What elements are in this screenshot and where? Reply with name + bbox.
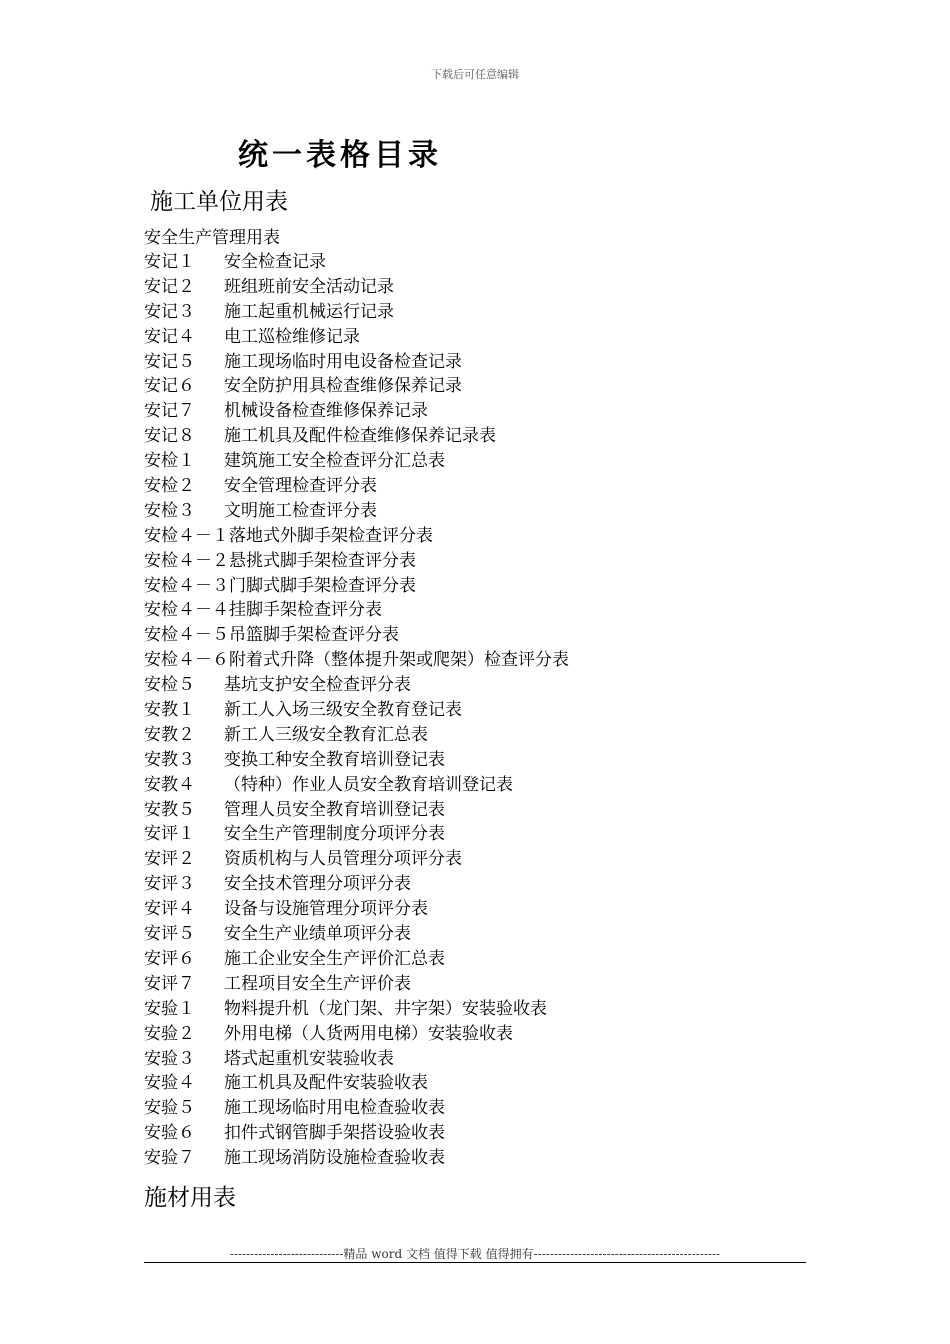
toc-item-code: 安记７ (144, 401, 195, 422)
toc-item (144, 1146, 569, 1171)
toc-item-name: 施工起重机械运行记录 (224, 301, 394, 322)
toc-item-name: 吊篮脚手架检查评分表 (229, 625, 399, 646)
toc-item-name: 电工巡检维修记录 (224, 326, 360, 347)
toc-item-code: 安教４ (144, 774, 195, 795)
toc-item-code: 安检４－６ (144, 650, 229, 671)
toc-item-code: 安检５ (144, 675, 195, 696)
toc-item (144, 648, 569, 673)
toc-item (144, 474, 569, 499)
toc-item-name: 落地式外脚手架检查评分表 (229, 525, 433, 546)
toc-item-name: 塔式起重机安装验收表 (224, 1048, 394, 1069)
toc-item (144, 698, 569, 723)
toc-item-name: 资质机构与人员管理分项评分表 (224, 849, 462, 870)
toc-list (144, 250, 569, 1171)
toc-item (144, 1022, 569, 1047)
toc-item-code: 安检４－１ (144, 525, 229, 546)
toc-item (144, 897, 569, 922)
toc-item-name: 附着式升降（整体提升架或爬架）检查评分表 (229, 650, 569, 671)
toc-item-code: 安记６ (144, 376, 195, 397)
toc-item-code: 安检４－３ (144, 575, 229, 596)
toc-item (144, 972, 569, 997)
toc-item-name: 基坑支护安全检查评分表 (224, 675, 411, 696)
footer-rule (144, 1262, 806, 1263)
toc-item-name: 门脚式脚手架检查评分表 (229, 575, 416, 596)
toc-item (144, 997, 569, 1022)
toc-item-name: 安全生产业绩单项评分表 (224, 924, 411, 945)
toc-item-code: 安验３ (144, 1048, 195, 1069)
footer-note: ----------------------------精品 word 文档 值得下载 值得拥有---------------------------------------------- (229, 1247, 721, 1261)
toc-item-name: 新工人入场三级安全教育登记表 (224, 700, 462, 721)
toc-item (144, 424, 569, 449)
toc-item (144, 623, 569, 648)
toc-item (144, 598, 569, 623)
toc-item (144, 374, 569, 399)
toc-item-code: 安验２ (144, 1023, 195, 1044)
toc-item-name: 施工机具及配件安装验收表 (224, 1073, 428, 1094)
toc-item-code: 安评１ (144, 824, 195, 845)
toc-item (144, 399, 569, 424)
toc-item-code: 安记３ (144, 301, 195, 322)
toc-item (144, 1096, 569, 1121)
toc-item (144, 1047, 569, 1072)
toc-item-code: 安记４ (144, 326, 195, 347)
toc-item (144, 872, 569, 897)
toc-item (144, 822, 569, 847)
toc-item-code: 安检４－５ (144, 625, 229, 646)
toc-item-name: 安全生产管理制度分项评分表 (224, 824, 445, 845)
toc-item (144, 499, 569, 524)
document-title: 统一表格目录 (238, 138, 442, 173)
toc-item (144, 947, 569, 972)
toc-item-code: 安教１ (144, 700, 195, 721)
group-title-safety-management: 安全生产管理用表 (144, 228, 280, 248)
toc-item-name: 物料提升机（龙门架、井字架）安装验收表 (224, 998, 547, 1019)
toc-item (144, 250, 569, 275)
toc-item (144, 723, 569, 748)
toc-item-name: 施工现场临时用电设备检查记录 (224, 351, 462, 372)
toc-item-code: 安评４ (144, 899, 195, 920)
toc-item (144, 922, 569, 947)
toc-item-name: 安全管理检查评分表 (224, 476, 377, 497)
toc-item-name: 外用电梯（人货两用电梯）安装验收表 (224, 1023, 513, 1044)
toc-item (144, 449, 569, 474)
toc-item-name: 施工机具及配件检查维修保养记录表 (224, 426, 496, 447)
toc-item-code: 安验７ (144, 1148, 195, 1169)
toc-item-name: 工程项目安全生产评价表 (224, 973, 411, 994)
toc-item-code: 安检２ (144, 476, 195, 497)
toc-item-code: 安验４ (144, 1073, 195, 1094)
toc-item-code: 安验５ (144, 1098, 195, 1119)
toc-item-name: 班组班前安全活动记录 (224, 276, 394, 297)
toc-item (144, 847, 569, 872)
header-note: 下载后可任意编辑 (431, 68, 519, 81)
toc-item (144, 275, 569, 300)
toc-item-code: 安检４－２ (144, 550, 229, 571)
toc-item-name: 安全防护用具检查维修保养记录 (224, 376, 462, 397)
section-title-materials: 施材用表 (144, 1185, 236, 1211)
toc-item-name: 变换工种安全教育培训登记表 (224, 749, 445, 770)
toc-item-code: 安评２ (144, 849, 195, 870)
toc-item (144, 673, 569, 698)
toc-item-name: 机械设备检查维修保养记录 (224, 401, 428, 422)
toc-item (144, 549, 569, 574)
toc-item-name: 设备与设施管理分项评分表 (224, 899, 428, 920)
toc-item-code: 安记５ (144, 351, 195, 372)
toc-item-code: 安检４－４ (144, 600, 229, 621)
toc-item-name: 建筑施工安全检查评分汇总表 (224, 451, 445, 472)
toc-item-name: 安全技术管理分项评分表 (224, 874, 411, 895)
toc-item (144, 773, 569, 798)
toc-item-code: 安评７ (144, 973, 195, 994)
toc-item (144, 325, 569, 350)
toc-item-name: 扣件式钢管脚手架搭设验收表 (224, 1123, 445, 1144)
toc-item-code: 安检１ (144, 451, 195, 472)
toc-item (144, 1121, 569, 1146)
toc-item-name: 施工企业安全生产评价汇总表 (224, 948, 445, 969)
toc-item-code: 安验６ (144, 1123, 195, 1144)
toc-item-name: （特种）作业人员安全教育培训登记表 (224, 774, 513, 795)
toc-item-code: 安评３ (144, 874, 195, 895)
toc-item-code: 安验１ (144, 998, 195, 1019)
toc-item (144, 300, 569, 325)
toc-item-code: 安评６ (144, 948, 195, 969)
toc-item-name: 挂脚手架检查评分表 (229, 600, 382, 621)
toc-item-name: 悬挑式脚手架检查评分表 (229, 550, 416, 571)
toc-item-code: 安记８ (144, 426, 195, 447)
toc-item-code: 安记２ (144, 276, 195, 297)
toc-item (144, 1071, 569, 1096)
toc-item-code: 安教２ (144, 724, 195, 745)
toc-item-code: 安评５ (144, 924, 195, 945)
toc-item-code: 安教３ (144, 749, 195, 770)
toc-item (144, 574, 569, 599)
toc-item-name: 文明施工检查评分表 (224, 500, 377, 521)
toc-item-name: 管理人员安全教育培训登记表 (224, 799, 445, 820)
toc-item (144, 798, 569, 823)
toc-item (144, 524, 569, 549)
toc-item-name: 安全检查记录 (224, 252, 326, 272)
toc-item-name: 新工人三级安全教育汇总表 (224, 724, 428, 745)
toc-item-code: 安记１ (144, 252, 195, 272)
toc-item (144, 350, 569, 375)
toc-item-code: 安检３ (144, 500, 195, 521)
section-title-construction-unit: 施工单位用表 (150, 189, 288, 215)
toc-item-code: 安教５ (144, 799, 195, 820)
toc-item-name: 施工现场临时用电检查验收表 (224, 1098, 445, 1119)
toc-item (144, 748, 569, 773)
toc-item-name: 施工现场消防设施检查验收表 (224, 1148, 445, 1169)
